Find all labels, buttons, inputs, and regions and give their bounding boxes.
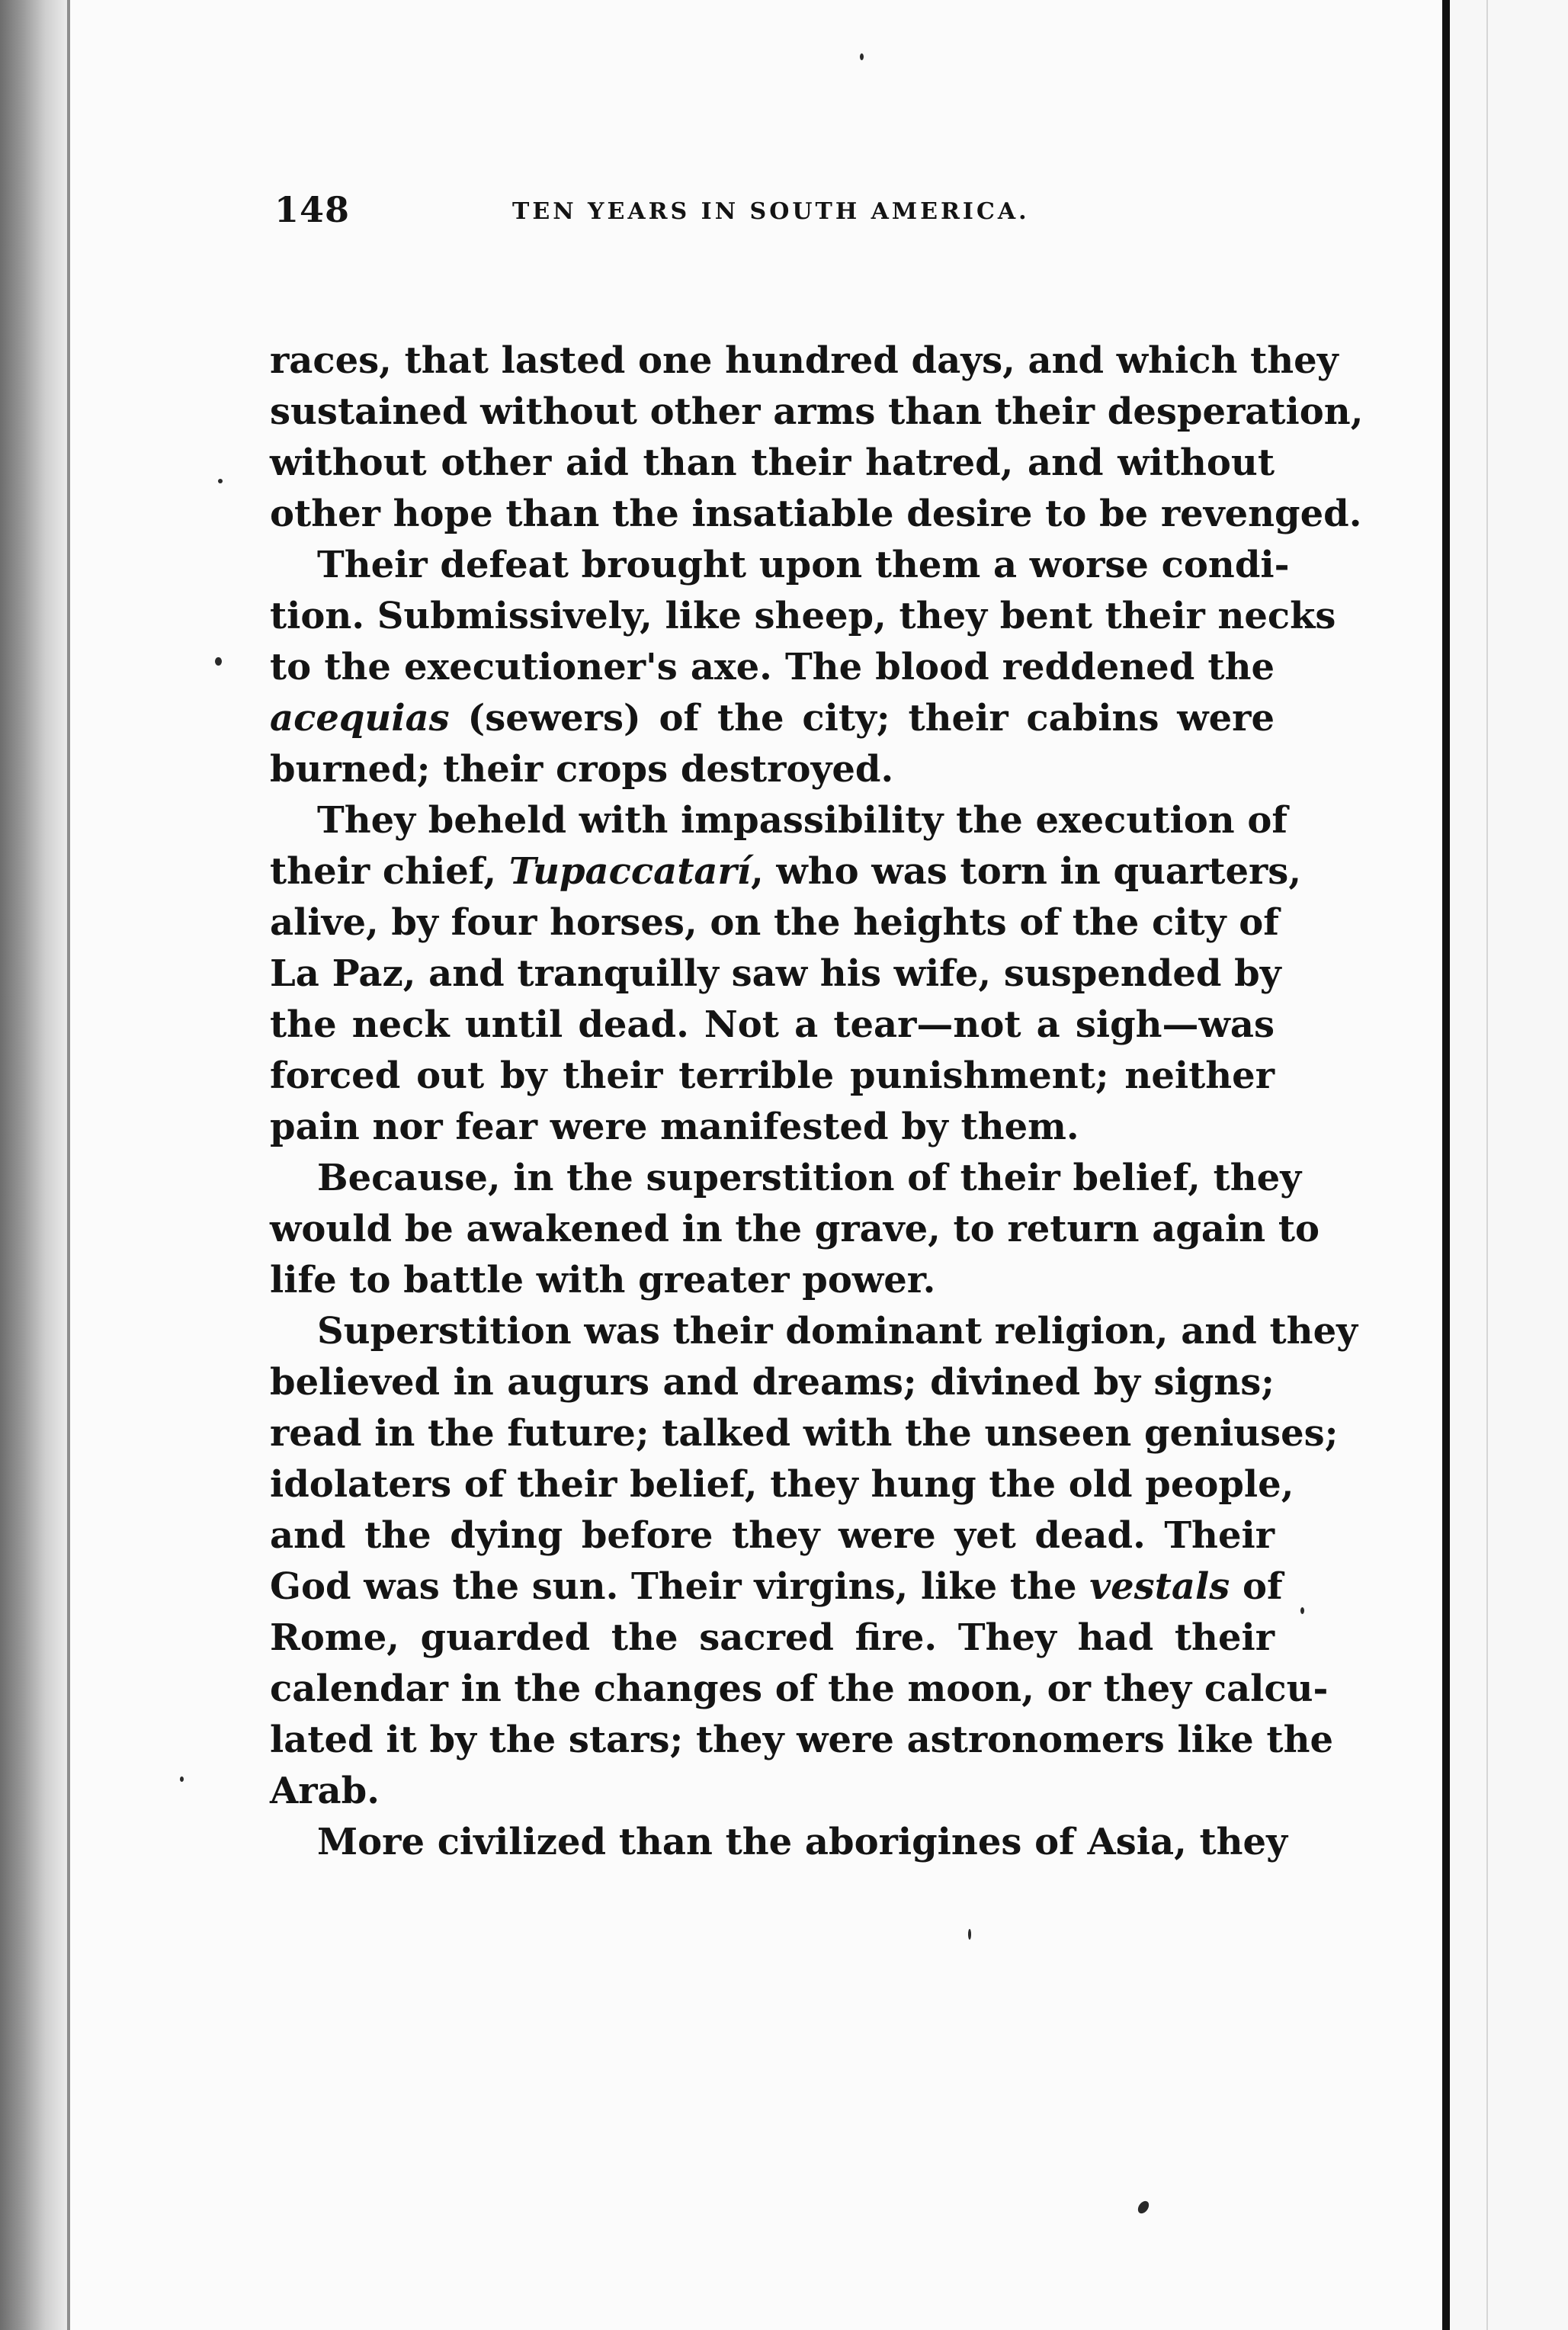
page-right-rule: [1442, 0, 1450, 2330]
text-line: [270, 1561, 1283, 1613]
text-line-rest: , who was torn in quarters,: [751, 850, 1302, 893]
text-line: They beheld with impassibility the execution of: [317, 799, 1287, 842]
italic-word-tupaccatari: Tupaccatarí: [508, 850, 751, 893]
text-line: La Paz, and tranquilly saw his wife, suspended by: [270, 952, 1281, 995]
body-text: [270, 335, 1364, 1868]
text-line: without other aid than their hatred, and without: [270, 441, 1275, 484]
text-line: Because, in the superstition of their belief, they: [317, 1157, 1302, 1199]
text-line: alive, by four horses, on the heights of the city of: [270, 901, 1279, 944]
text-line-start: their chief,: [270, 850, 497, 893]
text-line: [270, 846, 1302, 897]
text-line: Superstition was their dominant religion, and they: [317, 1310, 1358, 1353]
text-line: Arab.: [270, 1770, 380, 1812]
text-line: calendar in the changes of the moon, or they calcu-: [270, 1667, 1329, 1710]
running-head: [274, 189, 1281, 242]
text-line-rest: (sewers) of the city; their cabins were: [467, 697, 1275, 740]
scan-right-margin: [1450, 0, 1568, 2330]
ink-speck: [1300, 1607, 1304, 1614]
text-line: and the dying before they were yet dead. Their: [270, 1514, 1275, 1557]
text-line: Rome, guarded the sacred fire. They had their: [270, 1616, 1275, 1659]
text-line: the neck until dead. Not a tear—not a sigh—was: [270, 1003, 1275, 1046]
text-line: tion. Submissively, like sheep, they bent their necks: [270, 595, 1336, 637]
text-line: idolaters of their belief, they hung the old people,: [270, 1463, 1294, 1506]
text-line-start: God was the sun. Their virgins, like the: [270, 1565, 1077, 1608]
italic-word-acequias: acequias: [270, 697, 450, 740]
text-line: [270, 693, 1275, 744]
text-line: burned; their crops destroyed.: [270, 748, 894, 791]
text-line: lated it by the stars; they were astronomers like the: [270, 1719, 1334, 1761]
text-line: races, that lasted one hundred days, and which they: [270, 339, 1339, 382]
page-number: 148: [274, 189, 351, 230]
ink-speck: [218, 479, 223, 483]
running-title: TEN YEARS IN SOUTH AMERICA.: [512, 198, 1030, 225]
text-line: sustained without other arms than their desperation,: [270, 390, 1364, 433]
text-line: Their defeat brought upon them a worse condi-: [317, 544, 1290, 586]
text-line: believed in augurs and dreams; divined by signs;: [270, 1361, 1275, 1404]
ink-speck: [860, 53, 864, 60]
ink-speck: [968, 1929, 971, 1940]
text-line: to the executioner's axe. The blood reddened the: [270, 646, 1275, 688]
ink-speck: [180, 1776, 184, 1782]
text-line: would be awakened in the grave, to return again to: [270, 1208, 1320, 1250]
text-line: More civilized than the aborigines of Asia, they: [317, 1821, 1287, 1863]
text-line: other hope than the insatiable desire to be revenged.: [270, 493, 1362, 535]
scan-left-edge: [0, 0, 70, 2330]
scan-right-margin-line: [1486, 0, 1488, 2330]
text-line: forced out by their terrible punishment; neither: [270, 1054, 1275, 1097]
text-line: pain nor fear were manifested by them.: [270, 1106, 1079, 1148]
ink-speck: [215, 657, 222, 666]
text-line: life to battle with greater power.: [270, 1259, 936, 1301]
text-line-rest: of: [1242, 1565, 1283, 1608]
text-line: read in the future; talked with the unseen geniuses;: [270, 1412, 1339, 1455]
italic-word-vestals: vestals: [1089, 1565, 1230, 1608]
